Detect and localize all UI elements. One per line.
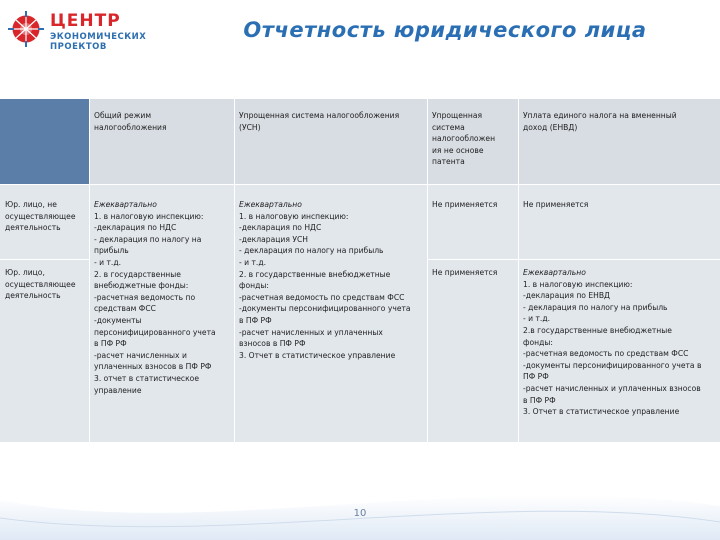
cell-line: в ПФ РФ [94,339,127,349]
cell-line: 1. в налоговую инспекцию: [239,211,349,221]
cell-lead: Ежеквартально [523,268,586,277]
cell-line: фонды: [523,337,553,347]
cell-general-regime [89,184,234,442]
cell-line: фонды: [239,281,269,291]
header-text: ия не основе [432,145,484,155]
cell-line: взносов в ПФ РФ [239,339,306,349]
grid-line [518,99,519,442]
cell-line: - и т.д. [523,314,551,324]
row-label-text: деятельность [5,223,61,233]
cell-line: -расчетная ведомость по средствам ФСС [523,349,689,359]
cell-line: - декларация по налогу на [94,234,202,244]
slide-header [0,0,720,68]
header-text: (УСН) [239,122,261,132]
header-general-regime [89,99,234,184]
cell-line: -расчет начисленных и [94,350,187,360]
row-label-text: деятельность [5,291,61,301]
cell-line: в ПФ РФ [239,315,272,325]
row-label-active [0,259,89,442]
row-label-text: осуществляющее [5,279,76,289]
cell-line: -документы персонифицированного учета в [523,360,702,370]
header-patent [427,99,518,184]
logo-text-sub [50,32,146,52]
cell-line: средствам ФСС [94,304,156,314]
cell-line: -декларация по НДС [239,223,322,233]
cell-line: 2. в государственные внебюджетные [239,269,391,279]
cell-line: -декларация УСН [239,234,308,244]
cell-usn [234,184,427,442]
cell-line: -документы персонифицированного учета [239,304,411,314]
header-text: налогообложен [432,134,496,144]
header-text: Общий режим [94,111,152,120]
logo-text-main: ЦЕНТР [50,11,121,31]
cell-line: - и т.д. [94,257,122,267]
cell-line: 1. в налоговую инспекцию: [94,211,204,221]
cell-patent-active [427,259,518,442]
header-text: патента [432,157,465,167]
cell-line: -расчетная ведомость по [94,292,196,302]
cell-line: -документы [94,315,142,325]
cell-line: 3. Отчет в статистическое управление [523,407,680,417]
cell-line: 2.в государственные внебюджетные [523,325,672,335]
header-text: доход (ЕНВД) [523,122,578,132]
table-corner-cell [0,99,89,184]
cell-patent-inactive [427,184,518,259]
cell-line: прибыль [94,246,129,256]
header-text: Уплата единого налога на вмененный [523,111,677,120]
cell-line: ПФ РФ [523,372,549,382]
cell-lead: Ежеквартально [239,200,302,209]
page-number: 10 [353,508,367,519]
logo-text-line: ЭКОНОМИЧЕСКИХ [50,32,147,42]
grid-line [427,99,428,442]
page-title: Отчетность юридического лица [243,18,647,42]
cell-envd-active [518,259,720,442]
cell-line: управление [94,385,142,395]
row-label-inactive [0,184,89,259]
cell-line: Не применяется [523,200,589,209]
cell-line: Не применяется [432,268,498,277]
cell-line: Не применяется [432,200,498,209]
header-envd [518,99,720,184]
cell-line: уплаченных взносов в ПФ РФ [94,362,212,372]
header-text: Упрощенная система налогообложения [239,111,400,120]
logo [6,7,156,63]
cell-line: -расчетная ведомость по средствам ФСС [239,292,405,302]
grid-line [0,259,89,260]
header-usn [234,99,427,184]
cell-envd-inactive [518,184,720,259]
footer-wave-decoration [0,470,720,540]
cell-line: - декларация по налогу на прибыль [239,246,384,256]
grid-line [427,259,720,260]
cell-line: -расчет начисленных и уплаченных взносов [523,383,701,393]
header-text: система [432,122,465,132]
header-text: Упрощенная [432,111,483,120]
header-text: налогообложения [94,122,167,132]
cell-line: 2. в государственные [94,269,181,279]
row-label-text: Юр. лицо, [5,268,45,277]
cell-line: внебюджетные фонды: [94,281,189,291]
cell-line: в ПФ РФ [523,395,556,405]
cell-lead: Ежеквартально [94,200,157,209]
grid-line [234,99,235,442]
cell-line: 1. в налоговую инспекцию: [523,279,633,289]
cell-line: персонифицированного учета [94,327,216,337]
logo-text-line: ПРОЕКТОВ [50,42,107,52]
cell-line: -декларация по ЕНВД [523,291,610,301]
logo-globe-icon [6,9,46,49]
cell-line: - и т.д. [239,257,267,267]
cell-line: 3. Отчет в статистическое управление [239,350,396,360]
row-label-text: осуществляющее [5,211,76,221]
reporting-table [0,99,720,442]
cell-line: -декларация по НДС [94,223,177,233]
cell-line: 3. отчет в статистическое [94,373,199,383]
row-label-text: Юр. лицо, не [5,200,57,209]
grid-line [0,184,720,185]
grid-line [89,99,90,442]
cell-line: - декларация по налогу на прибыль [523,302,668,312]
cell-line: -расчет начисленных и уплаченных [239,327,383,337]
